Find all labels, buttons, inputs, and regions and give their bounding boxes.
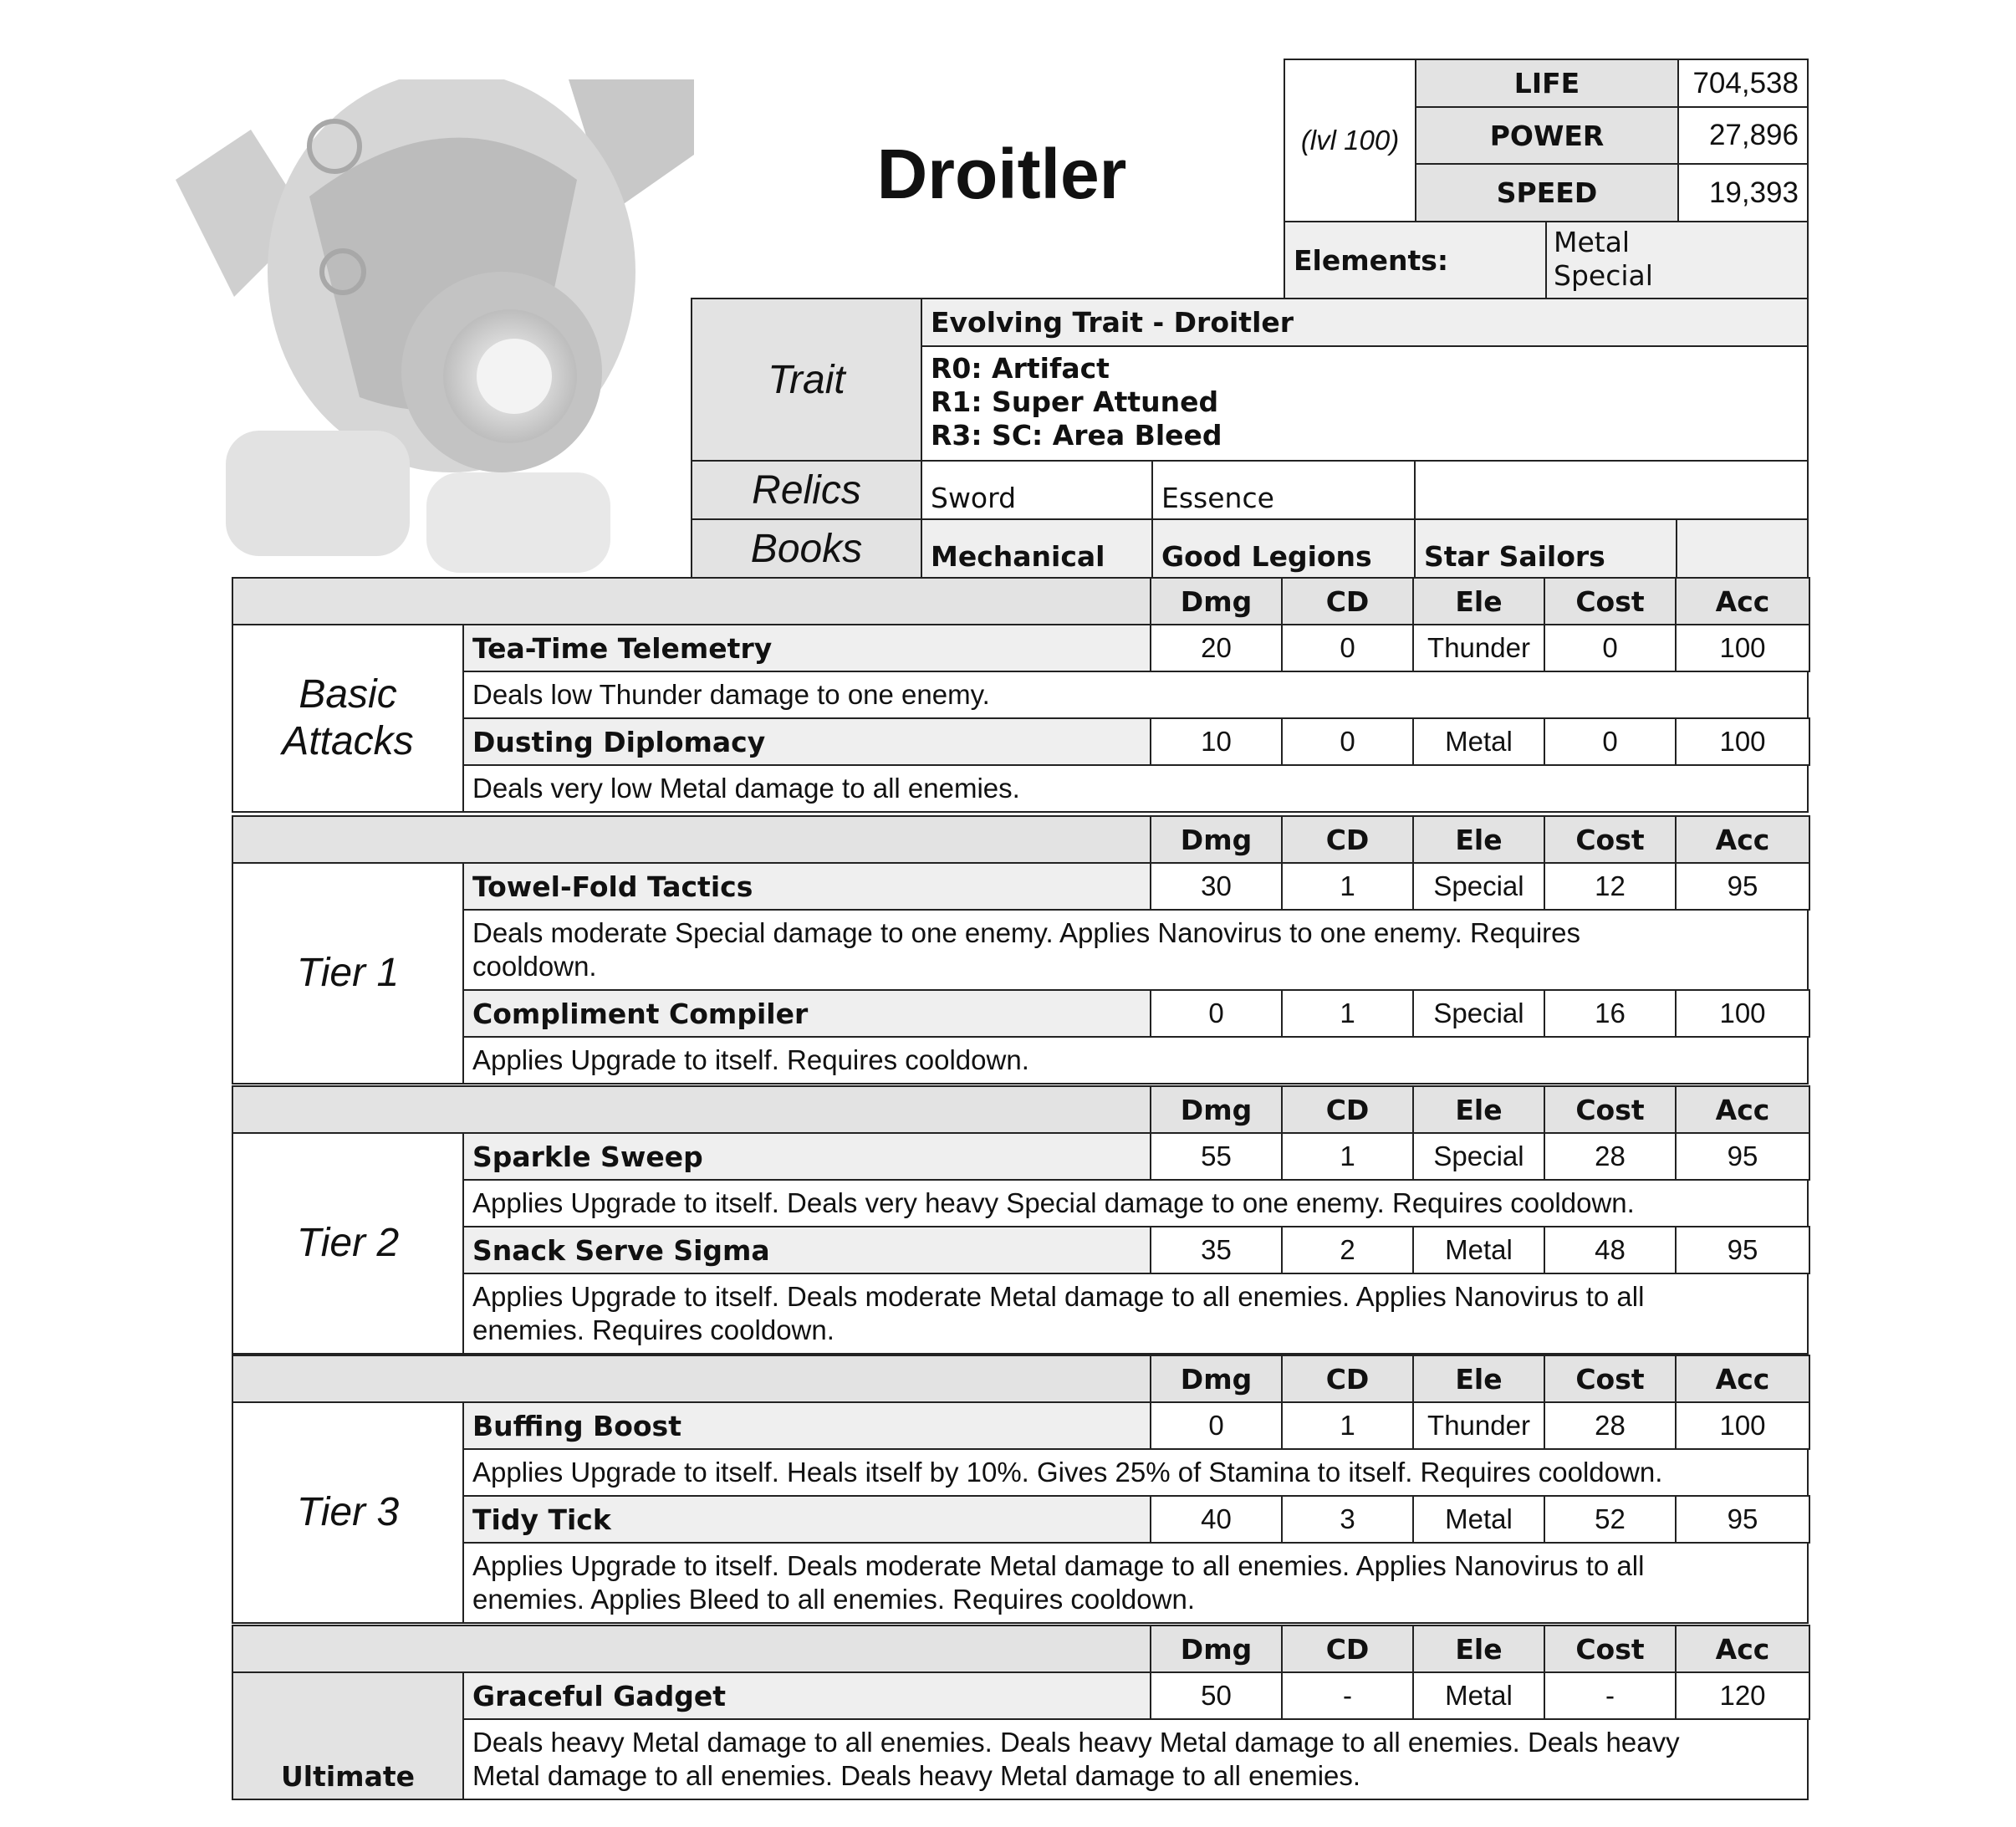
stat-power-label: POWER bbox=[1415, 106, 1679, 165]
group-label-line: Tier 3 bbox=[296, 1490, 400, 1534]
column-header-cost: Cost bbox=[1544, 1625, 1677, 1673]
column-header-ele: Ele bbox=[1412, 1355, 1545, 1403]
attack-acc: 100 bbox=[1675, 1401, 1810, 1450]
relics-label: Relics bbox=[691, 460, 922, 520]
trait-rank-3: R3: SC: Area Bleed bbox=[931, 419, 1222, 452]
attack-cost: 12 bbox=[1544, 862, 1677, 911]
group-label-line: Ultimate bbox=[280, 1760, 415, 1793]
attack-description bbox=[462, 1542, 1809, 1624]
attack-dmg: 0 bbox=[1150, 1401, 1283, 1450]
attack-cost: - bbox=[1544, 1671, 1677, 1720]
attack-cd: - bbox=[1281, 1671, 1414, 1720]
group-label-line: Tier 1 bbox=[296, 951, 400, 995]
attack-name: Compliment Compiler bbox=[462, 989, 1151, 1038]
attack-dmg: 30 bbox=[1150, 862, 1283, 911]
attack-description-line: Applies Upgrade to itself. Requires cooldown. bbox=[472, 1044, 1029, 1075]
group-header-spacer bbox=[232, 1085, 1151, 1134]
stat-power-value: 27,896 bbox=[1677, 106, 1809, 165]
column-header-dmg: Dmg bbox=[1150, 1085, 1283, 1134]
column-header-dmg: Dmg bbox=[1150, 815, 1283, 864]
attack-cd: 0 bbox=[1281, 717, 1414, 766]
group-label-line: Basic bbox=[299, 672, 397, 717]
attack-cd: 1 bbox=[1281, 862, 1414, 911]
attack-ele: Metal bbox=[1412, 1495, 1545, 1544]
column-header-dmg: Dmg bbox=[1150, 1355, 1283, 1403]
trait-label: Trait bbox=[691, 298, 922, 462]
relic-1: Sword bbox=[921, 460, 1153, 520]
attack-description bbox=[462, 764, 1809, 813]
attack-cd: 1 bbox=[1281, 1401, 1414, 1450]
column-header-dmg: Dmg bbox=[1150, 1625, 1283, 1673]
group-label-basic-attacks bbox=[232, 624, 464, 813]
attack-description-line: Deals low Thunder damage to one enemy. bbox=[472, 679, 990, 710]
attack-description bbox=[462, 1718, 1809, 1800]
column-header-cd: CD bbox=[1281, 815, 1414, 864]
column-header-cost: Cost bbox=[1544, 1355, 1677, 1403]
attack-dmg: 55 bbox=[1150, 1132, 1283, 1181]
group-label-ultimate bbox=[232, 1671, 464, 1800]
attack-ele: Special bbox=[1412, 862, 1545, 911]
column-header-acc: Acc bbox=[1675, 1625, 1810, 1673]
attack-ele: Thunder bbox=[1412, 624, 1545, 672]
trait-rank-1: R1: Super Attuned bbox=[931, 385, 1219, 418]
group-label-line: Tier 2 bbox=[296, 1221, 400, 1265]
attack-name: Buffing Boost bbox=[462, 1401, 1151, 1450]
group-label-tier-3 bbox=[232, 1401, 464, 1624]
attack-cd: 1 bbox=[1281, 1132, 1414, 1181]
attack-ele: Thunder bbox=[1412, 1401, 1545, 1450]
attack-description-line: Deals very low Metal damage to all enemies. bbox=[472, 773, 1020, 804]
element-metal: Metal bbox=[1554, 226, 1631, 258]
attack-description-line: Applies Upgrade to itself. Heals itself by 10%. Gives 25% of Stamina to itself. Requires cooldown. bbox=[472, 1457, 1663, 1488]
attack-acc: 95 bbox=[1675, 1226, 1810, 1274]
column-header-ele: Ele bbox=[1412, 1625, 1545, 1673]
elements-label: Elements: bbox=[1284, 221, 1547, 299]
attack-ele: Metal bbox=[1412, 1671, 1545, 1720]
attack-name: Towel-Fold Tactics bbox=[462, 862, 1151, 911]
attack-ele: Metal bbox=[1412, 1226, 1545, 1274]
attack-acc: 100 bbox=[1675, 717, 1810, 766]
trait-title: Evolving Trait - Droitler bbox=[921, 298, 1809, 347]
attack-dmg: 50 bbox=[1150, 1671, 1283, 1720]
attack-cost: 16 bbox=[1544, 989, 1677, 1038]
attack-cd: 0 bbox=[1281, 624, 1414, 672]
droitler-portrait bbox=[176, 79, 694, 581]
attack-cost: 48 bbox=[1544, 1226, 1677, 1274]
attack-cd: 1 bbox=[1281, 989, 1414, 1038]
group-header-spacer bbox=[232, 1625, 1151, 1673]
attack-cost: 28 bbox=[1544, 1132, 1677, 1181]
column-header-acc: Acc bbox=[1675, 1355, 1810, 1403]
stat-speed-value: 19,393 bbox=[1677, 163, 1809, 222]
column-header-cost: Cost bbox=[1544, 1085, 1677, 1134]
trait-rank-0: R0: Artifact bbox=[931, 352, 1110, 385]
attack-description-line: Metal damage to all enemies. Deals heavy Metal damage to all enemies. bbox=[472, 1760, 1361, 1791]
column-header-dmg: Dmg bbox=[1150, 577, 1283, 625]
column-header-acc: Acc bbox=[1675, 1085, 1810, 1134]
attack-description bbox=[462, 1273, 1809, 1355]
trait-ranks bbox=[921, 345, 1809, 462]
book-1: Mechanical bbox=[921, 518, 1153, 579]
book-3: Star Sailors bbox=[1414, 518, 1677, 579]
stat-life-value: 704,538 bbox=[1677, 59, 1809, 108]
column-header-acc: Acc bbox=[1675, 815, 1810, 864]
attack-acc: 95 bbox=[1675, 862, 1810, 911]
column-header-cd: CD bbox=[1281, 1085, 1414, 1134]
column-header-cd: CD bbox=[1281, 1625, 1414, 1673]
attack-dmg: 20 bbox=[1150, 624, 1283, 672]
elements-value bbox=[1545, 221, 1809, 299]
attack-name: Tidy Tick bbox=[462, 1495, 1151, 1544]
attack-cost: 28 bbox=[1544, 1401, 1677, 1450]
stat-life-label: LIFE bbox=[1415, 59, 1679, 108]
attack-dmg: 35 bbox=[1150, 1226, 1283, 1274]
attack-name: Sparkle Sweep bbox=[462, 1132, 1151, 1181]
attack-description-line: Deals moderate Special damage to one enemy. Applies Nanovirus to one enemy. Requires bbox=[472, 917, 1581, 948]
book-2: Good Legions bbox=[1151, 518, 1416, 579]
attack-acc: 95 bbox=[1675, 1132, 1810, 1181]
attack-name: Dusting Diplomacy bbox=[462, 717, 1151, 766]
attack-ele: Special bbox=[1412, 989, 1545, 1038]
attack-description-line: Applies Upgrade to itself. Deals moderate Metal damage to all enemies. Applies Nanovirus to all bbox=[472, 1281, 1645, 1312]
attack-acc: 120 bbox=[1675, 1671, 1810, 1720]
attack-description-line: cooldown. bbox=[472, 951, 597, 982]
relic-3 bbox=[1414, 460, 1809, 520]
attack-cost: 0 bbox=[1544, 717, 1677, 766]
attack-acc: 100 bbox=[1675, 624, 1810, 672]
attack-description-line: Applies Upgrade to itself. Deals moderate Metal damage to all enemies. Applies Nanovirus to all bbox=[472, 1550, 1645, 1581]
book-4 bbox=[1676, 518, 1809, 579]
attack-acc: 100 bbox=[1675, 989, 1810, 1038]
column-header-ele: Ele bbox=[1412, 577, 1545, 625]
group-header-spacer bbox=[232, 577, 1151, 625]
group-label-line: Attacks bbox=[282, 719, 414, 763]
attack-ele: Special bbox=[1412, 1132, 1545, 1181]
level-label: (lvl 100) bbox=[1284, 59, 1416, 222]
column-header-cost: Cost bbox=[1544, 815, 1677, 864]
attack-dmg: 0 bbox=[1150, 989, 1283, 1038]
attack-cost: 52 bbox=[1544, 1495, 1677, 1544]
attack-ele: Metal bbox=[1412, 717, 1545, 766]
attack-dmg: 40 bbox=[1150, 1495, 1283, 1544]
column-header-ele: Ele bbox=[1412, 815, 1545, 864]
attack-description-line: enemies. Applies Bleed to all enemies. Requires cooldown. bbox=[472, 1584, 1195, 1615]
attack-dmg: 10 bbox=[1150, 717, 1283, 766]
attack-description bbox=[462, 1179, 1809, 1227]
element-special: Special bbox=[1554, 259, 1653, 292]
relic-2: Essence bbox=[1151, 460, 1416, 520]
group-label-tier-2 bbox=[232, 1132, 464, 1355]
attack-description bbox=[462, 671, 1809, 719]
column-header-acc: Acc bbox=[1675, 577, 1810, 625]
attack-cost: 0 bbox=[1544, 624, 1677, 672]
attack-name: Snack Serve Sigma bbox=[462, 1226, 1151, 1274]
group-header-spacer bbox=[232, 1355, 1151, 1403]
column-header-cost: Cost bbox=[1544, 577, 1677, 625]
group-label-tier-1 bbox=[232, 862, 464, 1084]
column-header-cd: CD bbox=[1281, 1355, 1414, 1403]
page-title: Droitler bbox=[876, 135, 1127, 213]
attack-description bbox=[462, 1036, 1809, 1084]
attack-description-line: Applies Upgrade to itself. Deals very heavy Special damage to one enemy. Requires cooldown. bbox=[472, 1187, 1635, 1218]
attack-description bbox=[462, 1448, 1809, 1497]
attack-description-line: Deals heavy Metal damage to all enemies. Deals heavy Metal damage to all enemies. Deals heavy bbox=[472, 1727, 1680, 1758]
attack-acc: 95 bbox=[1675, 1495, 1810, 1544]
attack-cd: 3 bbox=[1281, 1495, 1414, 1544]
attack-name: Graceful Gadget bbox=[462, 1671, 1151, 1720]
column-header-cd: CD bbox=[1281, 577, 1414, 625]
group-header-spacer bbox=[232, 815, 1151, 864]
attack-description bbox=[462, 909, 1809, 991]
column-header-ele: Ele bbox=[1412, 1085, 1545, 1134]
stat-speed-label: SPEED bbox=[1415, 163, 1679, 222]
attack-description-line: enemies. Requires cooldown. bbox=[472, 1314, 834, 1345]
attack-name: Tea-Time Telemetry bbox=[462, 624, 1151, 672]
attack-cd: 2 bbox=[1281, 1226, 1414, 1274]
books-label: Books bbox=[691, 518, 922, 579]
